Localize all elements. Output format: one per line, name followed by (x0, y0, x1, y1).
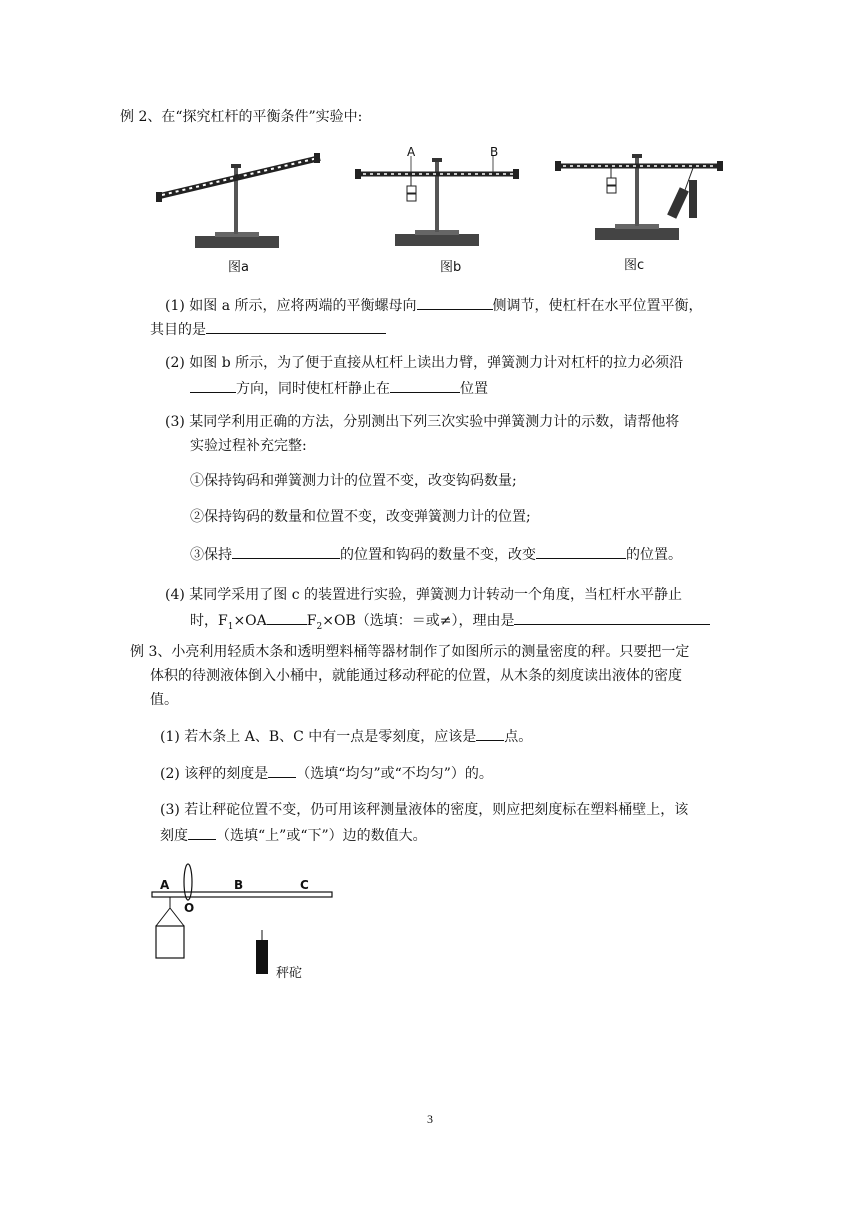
ex2-q2-line1: (2) 如图 b 所示，为了便于直接从杠杆上读出力臂，弹簧测力计对杠杆的拉力必须沿 (165, 355, 684, 371)
fig-b-caption: 图b (440, 260, 462, 275)
label-c: C (300, 878, 309, 892)
q3-blank-1[interactable] (232, 543, 340, 559)
ex3-q3-text-a: 刻度 (160, 828, 188, 844)
label-a: A (160, 878, 170, 892)
plastic-bucket (156, 926, 184, 958)
q2-blank-2[interactable] (390, 377, 460, 393)
sliding-weight (256, 940, 268, 974)
ex3-q1 (160, 725, 532, 747)
q3-step3-text-c: 的位置。 (626, 547, 682, 563)
q2-blank-1[interactable] (190, 377, 236, 393)
ex2-q3-step2: ②保持钩码的数量和位置不变，改变弹簧测力计的位置; (190, 509, 531, 525)
q4-text-a: 时，F (190, 613, 228, 629)
ex3-q2-blank[interactable] (268, 762, 296, 778)
q3-step3-text-b: 的位置和钩码的数量不变，改变 (340, 547, 536, 563)
density-balance-figure (150, 862, 350, 982)
ex3-q3-line1: (3) 若让秤砣位置不变，仍可用该秤测量液体的密度，则应把刻度标在塑料桶壁上，该 (160, 802, 689, 818)
q4-blank-2[interactable] (514, 609, 710, 625)
q4-text-c: F (306, 613, 317, 629)
ex2-q4-line2 (190, 609, 710, 637)
q1-text-c: 其目的是 (150, 322, 206, 338)
ex3-q1-text-a: (1) 若木条上 A、B、C 中有一点是零刻度，应该是 (160, 729, 477, 745)
q1-blank-2[interactable] (206, 318, 386, 334)
label-o: O (184, 901, 195, 915)
figure-b (355, 145, 525, 258)
weight-label: 秤砣 (276, 966, 303, 981)
ex2-q3-line1: (3) 某同学利用正确的方法，分别测出下列三次实验中弹簧测力计的示数，请帮他将 (165, 414, 680, 430)
page-number: 3 (427, 1112, 433, 1126)
q2-text-b: 位置 (460, 381, 488, 397)
ex2-q4-line1: (4) 某同学采用了图 c 的装置进行实验，弹簧测力计转动一个角度，当杠杆水平静止 (165, 587, 683, 603)
q4-sub-2: 2 (316, 621, 323, 632)
fig-a-caption: 图a (228, 260, 249, 275)
ex2-q3-step3 (190, 543, 682, 565)
ex3-line1: 例 3、小亮利用轻质木条和透明塑料桶等器材制作了如图所示的测量密度的秤。只要把一定 (130, 644, 690, 660)
ex2-q1-line1 (165, 294, 703, 316)
figure-a (150, 150, 330, 260)
ex3-line3: 值。 (150, 692, 178, 708)
ex3-q1-blank[interactable] (476, 725, 504, 741)
figure-c (555, 150, 735, 250)
q3-step3-text-a: ③保持 (190, 547, 232, 563)
ex3-q3-line2 (160, 824, 427, 846)
label-b: B (234, 878, 244, 892)
ex2-q1-line2 (150, 318, 386, 340)
ex3-q1-text-b: 点。 (504, 729, 533, 745)
q2-text-a: 方向，同时使杠杆静止在 (236, 381, 390, 397)
q4-text-b: ×OA (233, 613, 267, 629)
q4-sub-1: 1 (227, 621, 234, 632)
ex3-q2 (160, 762, 493, 784)
fig-c-caption: 图c (624, 258, 645, 273)
ex3-q2-text-b: （选填“均匀”或“不均匀”）的。 (296, 766, 493, 782)
ex2-q3-line2: 实验过程补充完整: (190, 438, 307, 454)
q3-blank-2[interactable] (536, 543, 626, 559)
q4-blank-1[interactable] (267, 609, 307, 625)
q4-text-d: ×OB（选填：＝或≠），理由是 (322, 613, 515, 629)
ex2-q3-step1: ①保持钩码和弹簧测力计的位置不变，改变钩码数量; (190, 473, 517, 489)
ex2-title: 例 2、在“探究杠杆的平衡条件”实验中: (120, 109, 363, 125)
q1-text-a: (1) 如图 a 所示，应将两端的平衡螺母向 (165, 298, 417, 314)
ex3-q3-text-b: （选填“上”或“下”）边的数值大。 (216, 828, 427, 844)
wooden-bar (152, 892, 332, 897)
q1-blank-1[interactable] (417, 294, 493, 310)
fig-b-label-a: A (407, 145, 416, 159)
q1-text-b: 侧调节，使杠杆在水平位置平衡， (492, 298, 703, 314)
fig-b-label-b: B (490, 145, 499, 159)
ex3-q3-blank[interactable] (188, 824, 216, 840)
ex2-q2-line2 (190, 377, 488, 399)
ex3-q2-text-a: (2) 该秤的刻度是 (160, 766, 269, 782)
ex3-line2: 体积的待测液体倒入小桶中，就能通过移动秤砣的位置，从木条的刻度读出液体的密度 (150, 668, 682, 684)
